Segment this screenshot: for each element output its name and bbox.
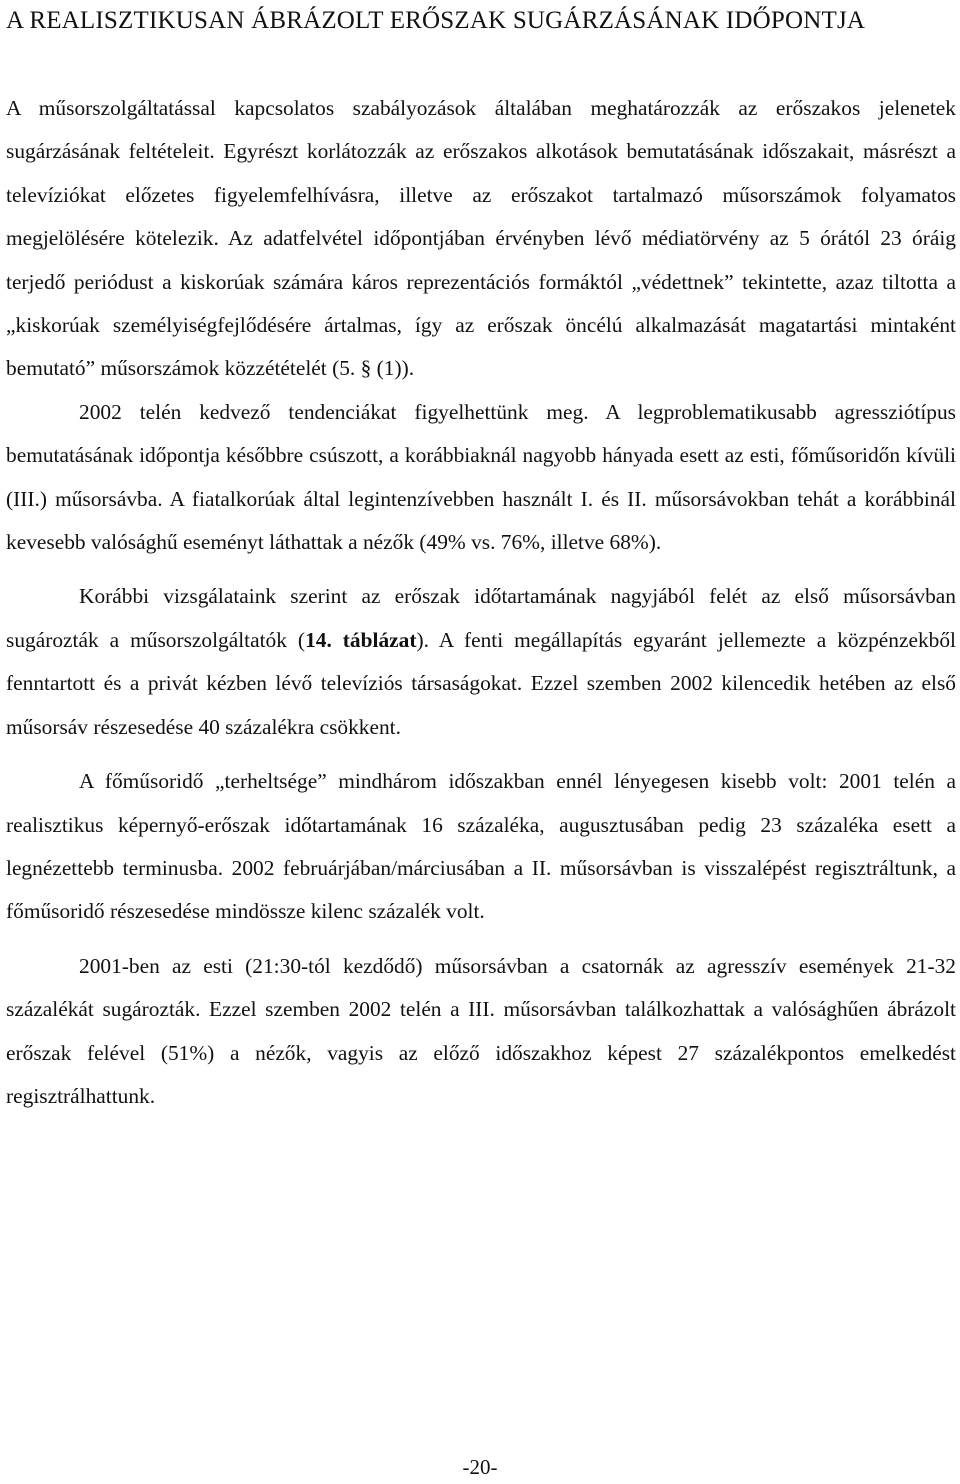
paragraph-text: ). A fenti megállapítás egyaránt jellemezte a közpénzekből fenntartott és a privát kézben lévő televíziós társaságokat. Ezzel szemben 2002 kilencedik hetében az első műsorsáv részesedése 40 százalékra csökkent. [6,627,956,739]
page-number: -20- [462,1455,498,1479]
table-reference: 14. táblázat [305,627,417,652]
paragraph-2002-winter: 2002 telén kedvező tendenciákat figyelhettünk meg. A legproblematikusabb agressziótípus bemutatásának időpontja későbbre csúszott, a korábbiaknál nagyobb hányada esett az esti, főműsoridőn kívüli (III.) műsorsávba. A fiatalkorúak által legintenzívebben használt I. és II. műsorsávokban tehát a korábbinál kevesebb valósághű eseményt láthattak a nézők (49% vs. 76%, illetve 68%). [6,399,956,555]
paragraph-earlier-studies [6,575,956,749]
paragraph-prime-time: A főműsoridő „terheltsége” mindhárom időszakban ennél lényegesen kisebb volt: 2001 telén a realisztikus képernyő-erőszak időtartamának 16 százaléka, augusztusában pedig 23 százaléka esett a legnézettebb terminusba. 2002 februárjában/márciusában a II. műsorsávban is visszalépést regisztráltunk, a főműsoridő részesedése mindössze kilenc százalék volt. [6,769,956,924]
document-page [6,0,956,1118]
paragraph-evening-slot: 2001-ben az esti (21:30-tól kezdődő) műsorsávban a csatornák az agresszív események 21-32 százalékát sugározták. Ezzel szemben 2002 telén a III. műsorsávban találkozhattak a valósághűen ábrázolt erőszak felével (51%) a nézők, vagyis az előző időszakhoz képest 27 százalékpontos emelkedést regisztrálhattunk. [6,953,956,1108]
section-heading: A REALISZTIKUSAN ÁBRÁZOLT ERŐSZAK SUGÁRZÁSÁNAK IDŐPONTJA [6,7,866,34]
paragraph-regulation: A műsorszolgáltatással kapcsolatos szabályozások általában meghatározzák az erőszakos jelenetek sugárzásának feltételeit. Egyrészt korlátozzák az erőszakos alkotások bemutatásának időszakait, másrészt a televíziókat előzetes figyelemfelhívásra, illetve az erőszakot tartalmazó műsorszámok folyamatos megjelölésére kötelezik. Az adatfelvétel időpontjában érvényben lévő médiatörvény az 5 órától 23 óráig terjedő periódust a kiskorúak számára káros reprezentációs formáktól „védettnek” tekintette, azaz tiltotta a „kiskorúak személyiségfejlődésére ártalmas, így az erőszak öncélú alkalmazását magatartási mintaként bemutató” műsorszámok közzétételét (5. § (1)). [6,96,956,381]
page-footer [0,1454,960,1480]
paragraph-text: Korábbi vizsgálataink szerint az erőszak időtartamának nagyjából felét az első műsorsávban sugározták a műsorszolgáltatók ( [6,584,956,652]
